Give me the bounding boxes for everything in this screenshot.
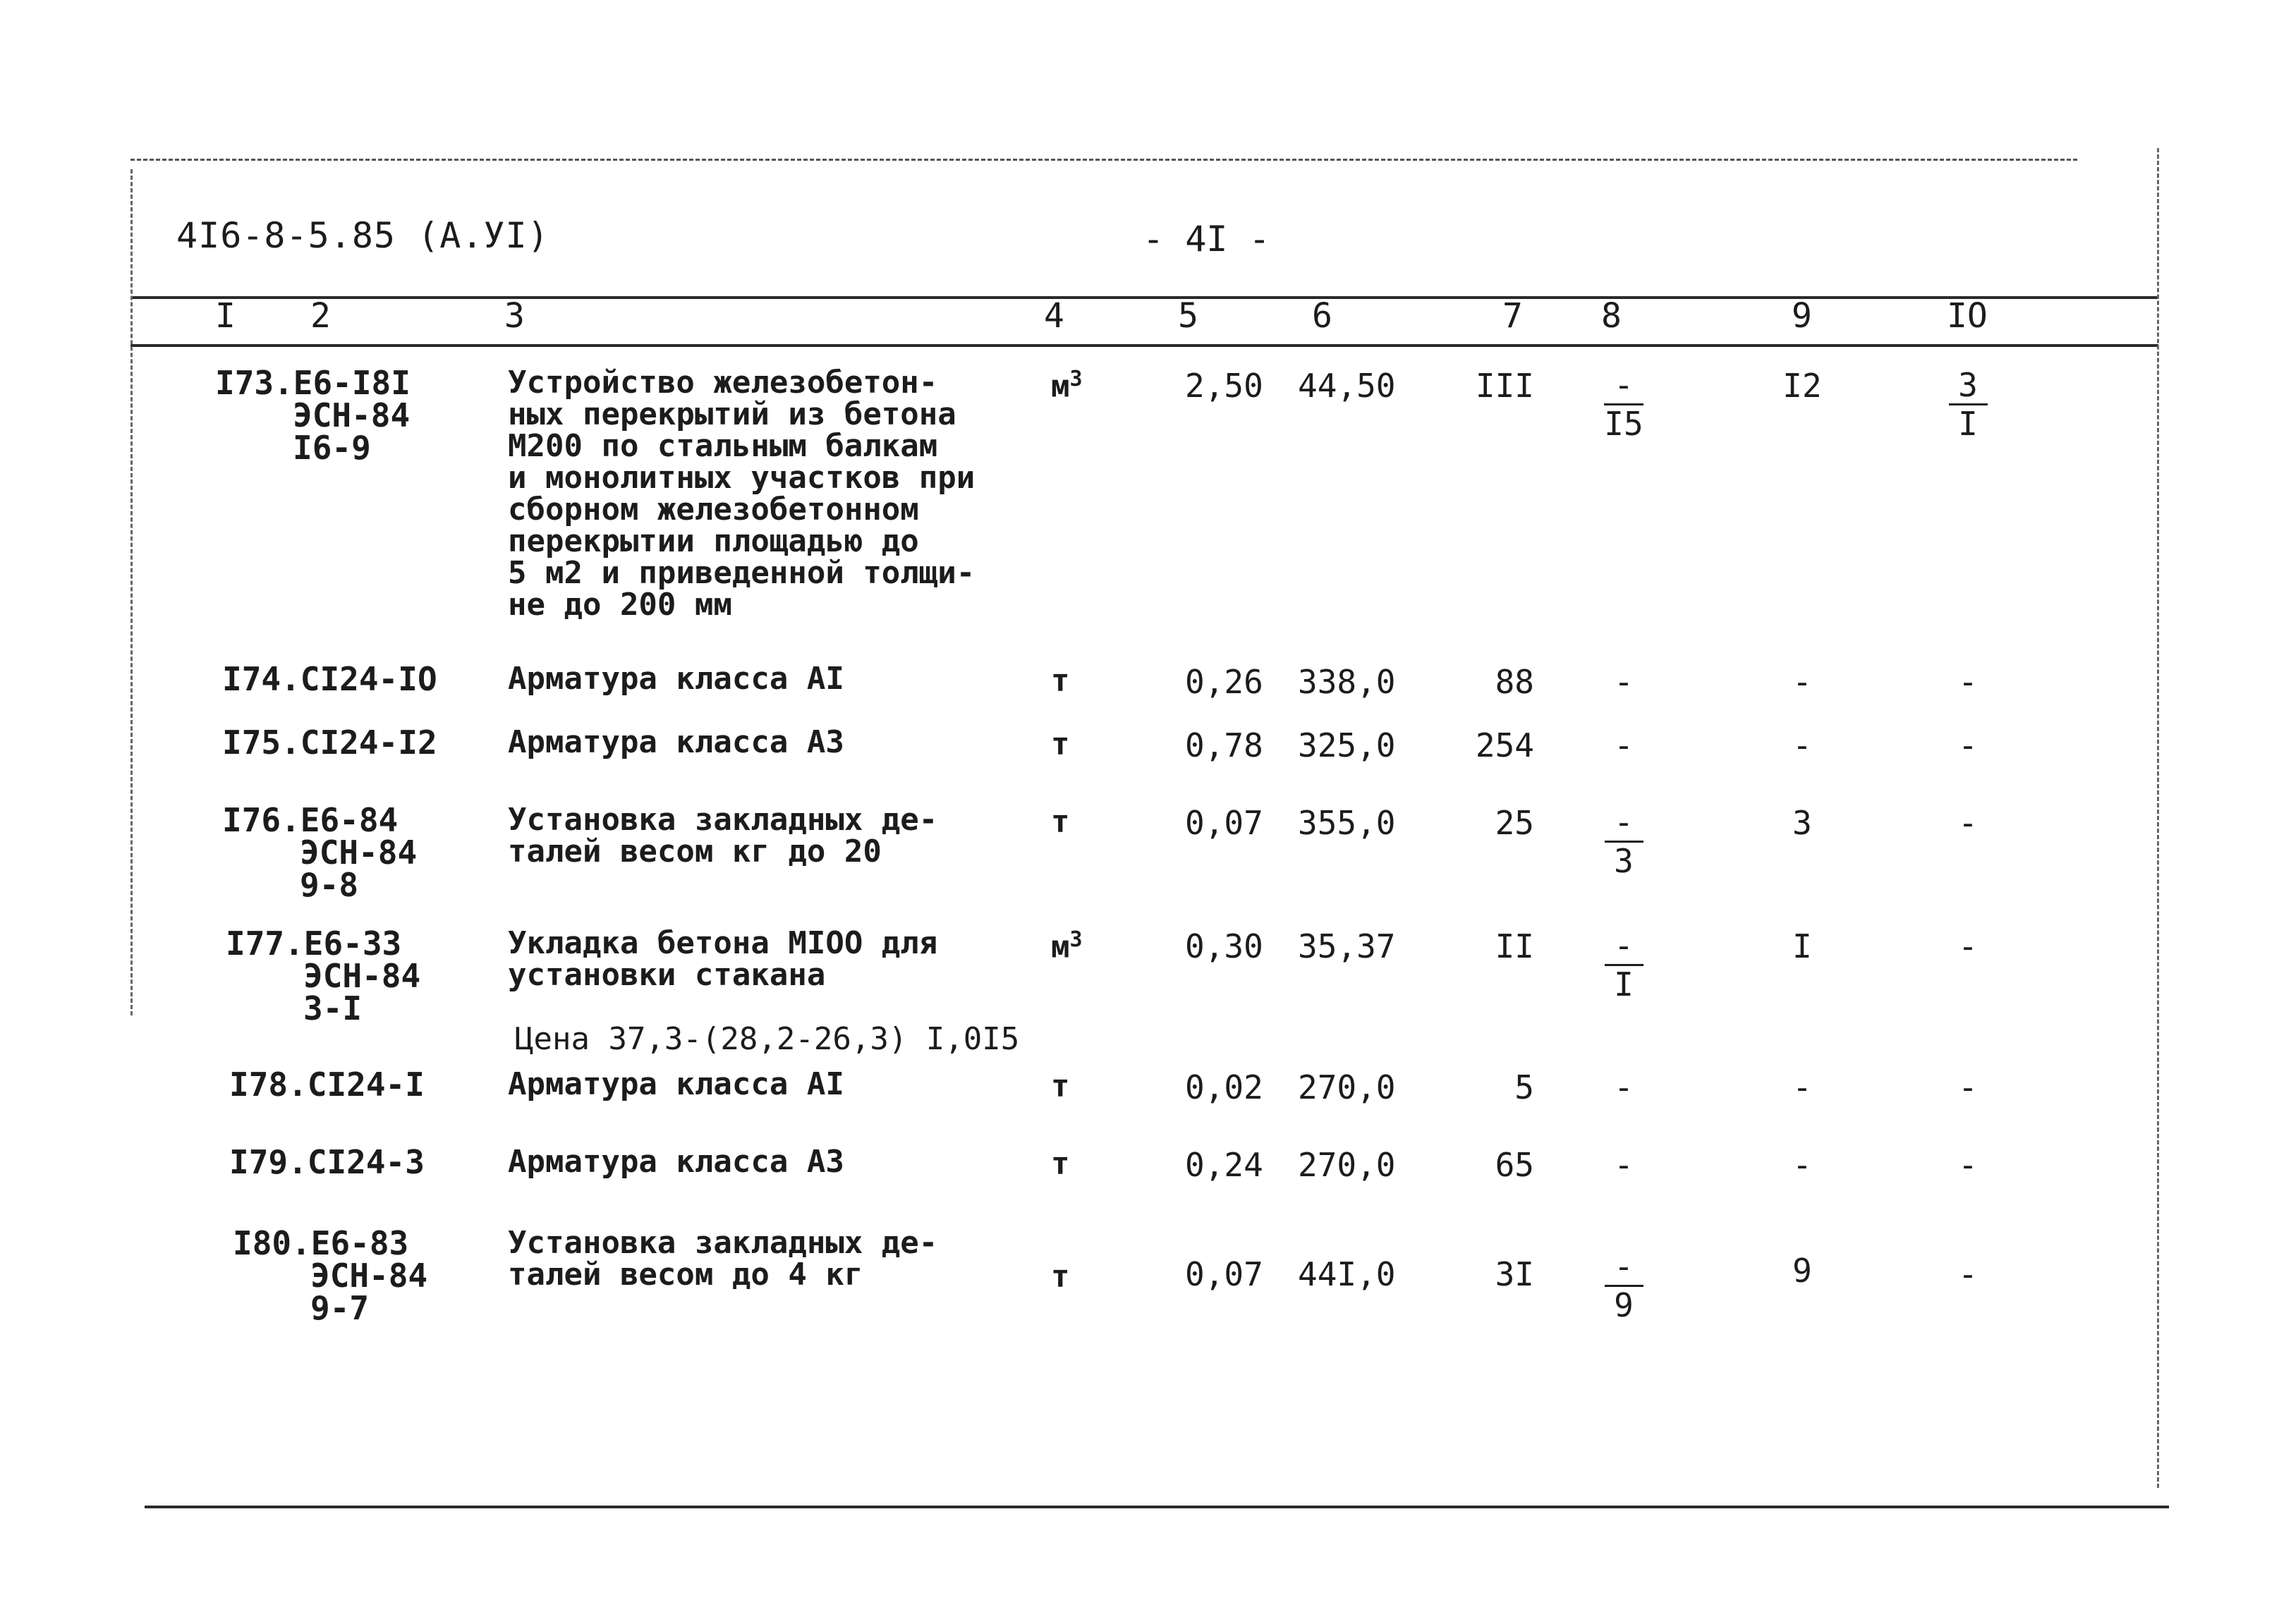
row-col6: 44,50: [1298, 367, 1396, 405]
row-col8: -: [1614, 1146, 1634, 1184]
row-col9: -: [1792, 663, 1812, 701]
row-code: I74.СI24-IO: [222, 660, 437, 698]
row-col6: 325,0: [1298, 726, 1396, 764]
row-col9: -: [1792, 1146, 1812, 1184]
row-col9: 9: [1792, 1252, 1812, 1290]
row-col7: 254: [1475, 726, 1534, 764]
right-border-line: [2157, 148, 2159, 1488]
row-col6: 338,0: [1298, 663, 1396, 701]
row-name: Арматура класса А3: [508, 724, 844, 760]
column-header-8: 8: [1601, 296, 1622, 336]
row-col7: 5: [1514, 1068, 1534, 1106]
header-bottom-rule: [130, 344, 2158, 347]
row-code: I79.СI24-3: [229, 1143, 425, 1181]
row-unit: $м^3$: [1051, 367, 1083, 405]
row-name: Установка закладных де- талей весом кг до 20: [508, 802, 938, 869]
row-col8: $\frac{-}{3}$: [1596, 804, 1652, 880]
row-col8: -: [1614, 1068, 1634, 1106]
row-col6: 355,0: [1298, 804, 1396, 842]
column-header-10: IO: [1947, 296, 1988, 336]
row-code: I77.Е6-33 ЭСН-84 3-I: [226, 924, 421, 1027]
price-note: Цена 37,3-(28,2-26,3) I,0I5: [515, 1021, 1020, 1057]
column-header-3: 3: [504, 296, 525, 336]
row-col9: 3: [1792, 804, 1812, 842]
row-col7: 65: [1495, 1146, 1534, 1184]
row-col7: 88: [1495, 663, 1534, 701]
row-col5: 0,07: [1185, 1255, 1263, 1293]
row-col5: 0,24: [1185, 1146, 1263, 1184]
column-header-1: I: [215, 296, 236, 336]
row-col8: -: [1614, 726, 1634, 764]
row-code: I76.Е6-84 ЭСН-84 9-8: [222, 801, 418, 904]
row-col10: -: [1958, 1146, 1978, 1184]
column-header-5: 5: [1178, 296, 1198, 336]
row-name: Арматура класса А3: [508, 1144, 844, 1180]
row-col9: I: [1792, 927, 1812, 965]
row-col6: 270,0: [1298, 1146, 1396, 1184]
row-name: Арматура класса АI: [508, 1066, 844, 1102]
top-border-line: [130, 159, 2077, 161]
row-unit: т: [1051, 663, 1070, 699]
row-col9: I2: [1782, 367, 1822, 405]
row-col6: 270,0: [1298, 1068, 1396, 1106]
row-col6: 44I,0: [1298, 1255, 1396, 1293]
row-col9: -: [1792, 726, 1812, 764]
row-name: Устройство железобетон- ных перекрытий из бетона М200 по стальным балкам и монолитных участков при сборном железобетонном перекрытии площадью до 5 м2 и приведенной толщи- не до 200 мм: [508, 365, 976, 623]
row-code: I75.СI24-I2: [222, 724, 437, 762]
row-col10: -: [1958, 804, 1978, 842]
row-col7: II: [1495, 927, 1534, 965]
left-border-line: [130, 169, 133, 1015]
row-col5: 0,07: [1185, 804, 1263, 842]
row-col7: III: [1475, 367, 1534, 405]
row-code: I78.СI24-I: [229, 1066, 425, 1104]
column-header-4: 4: [1044, 296, 1064, 336]
row-col8: $\frac{-}{9}$: [1596, 1248, 1652, 1324]
row-col6: 35,37: [1298, 927, 1396, 965]
row-col10: -: [1958, 663, 1978, 701]
row-col7: 3I: [1495, 1255, 1534, 1293]
row-col10: -: [1958, 1255, 1978, 1293]
header-top-rule: [130, 296, 2158, 299]
row-col9: -: [1792, 1068, 1812, 1106]
row-name: Арматура класса АI: [508, 661, 844, 697]
row-code: I73.Е6-I8I ЭСН-84 I6-9: [215, 364, 411, 467]
row-unit: т: [1051, 804, 1070, 840]
row-col10: -: [1958, 927, 1978, 965]
column-header-9: 9: [1792, 296, 1812, 336]
row-col8: $\frac{-}{I5}$: [1604, 366, 1643, 443]
row-name: Установка закладных де- талей весом до 4 кг: [508, 1225, 938, 1293]
row-col5: 0,02: [1185, 1068, 1263, 1106]
row-col5: 0,30: [1185, 927, 1263, 965]
row-col7: 25: [1495, 804, 1534, 842]
row-unit: т: [1051, 1146, 1070, 1182]
row-unit: т: [1051, 726, 1070, 762]
row-unit: т: [1051, 1259, 1070, 1295]
row-name: Укладка бетона МIOO для установки стакана: [508, 925, 938, 993]
row-code: I80.Е6-83 ЭСН-84 9-7: [233, 1224, 428, 1327]
row-col8: -: [1614, 663, 1634, 701]
column-header-6: 6: [1312, 296, 1332, 336]
document-code: 4I6-8-5.85 (А.УI): [176, 215, 549, 256]
row-col5: 0,78: [1185, 726, 1263, 764]
row-col5: 2,50: [1185, 367, 1263, 405]
bottom-border-line: [145, 1506, 2169, 1508]
row-col8: $\frac{-}{I}$: [1596, 927, 1652, 1003]
column-header-7: 7: [1502, 296, 1523, 336]
row-col10: -: [1958, 726, 1978, 764]
column-header-2: 2: [310, 296, 331, 336]
page-number: - 4I -: [1143, 219, 1270, 260]
row-col10: -: [1958, 1068, 1978, 1106]
row-unit: $м^3$: [1051, 927, 1083, 965]
row-col10: $\frac{3}{I}$: [1933, 367, 2003, 443]
row-col5: 0,26: [1185, 663, 1263, 701]
row-unit: т: [1051, 1068, 1070, 1104]
